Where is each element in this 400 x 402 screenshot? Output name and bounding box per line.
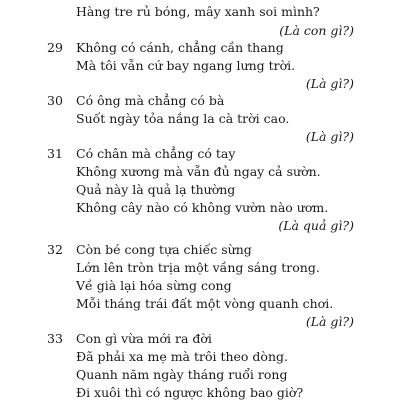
- riddle-number: 33: [47, 331, 63, 346]
- intro-line: Hàng tre rủ bóng, mây xanh soi mình?: [76, 4, 320, 19]
- riddle-number: 31: [47, 146, 63, 161]
- riddle-line: Không xương mà vẫn đủ ngay cả sườn.: [76, 164, 321, 179]
- riddle-line: Không cây nào có không vườn nào ươm.: [76, 200, 329, 215]
- riddle-line: Con gì vừa mới ra đời: [76, 331, 212, 346]
- riddle-line: Mỗi tháng trái đất một vòng quanh chơi.: [76, 296, 334, 311]
- riddle-line: Lớn lên tròn trịa một vầng sáng trong.: [76, 260, 320, 275]
- riddle-number: 32: [47, 242, 63, 257]
- riddle-number: 30: [47, 93, 63, 108]
- riddle-line: Đi xuôi thì có ngược không bao giờ?: [76, 385, 304, 400]
- riddle-line: Có ông mà chẳng có bà: [76, 93, 225, 108]
- riddle-answer: (Là gì?): [305, 76, 354, 91]
- riddle-number: 29: [47, 40, 63, 55]
- riddle-line: Quanh năm ngày tháng ruổi rong: [76, 367, 288, 382]
- riddle-answer: (Là gì?): [305, 129, 354, 144]
- riddle-line: Suốt ngày tỏa nắng la cà trời cao.: [76, 111, 290, 126]
- riddle-line: Về già lại hóa sừng cong: [76, 278, 232, 293]
- riddle-line: Không có cánh, chẳng cần thang: [76, 40, 284, 55]
- riddle-line: Quả này là quả lạ thường: [76, 182, 236, 197]
- riddle-line: Có chân mà chẳng có tay: [76, 146, 236, 161]
- riddle-line: Còn bé cong tựa chiếc sừng: [76, 242, 252, 257]
- riddle-answer: (Là gì?): [305, 314, 354, 329]
- riddle-line: Mà tôi vẫn cứ bay ngang lưng trời.: [76, 58, 296, 73]
- intro-answer: (Là con gì?): [279, 23, 354, 38]
- riddle-line: Đã phải xa mẹ mà trôi theo dòng.: [76, 349, 288, 364]
- riddle-answer: (Là quả gì?): [278, 218, 354, 233]
